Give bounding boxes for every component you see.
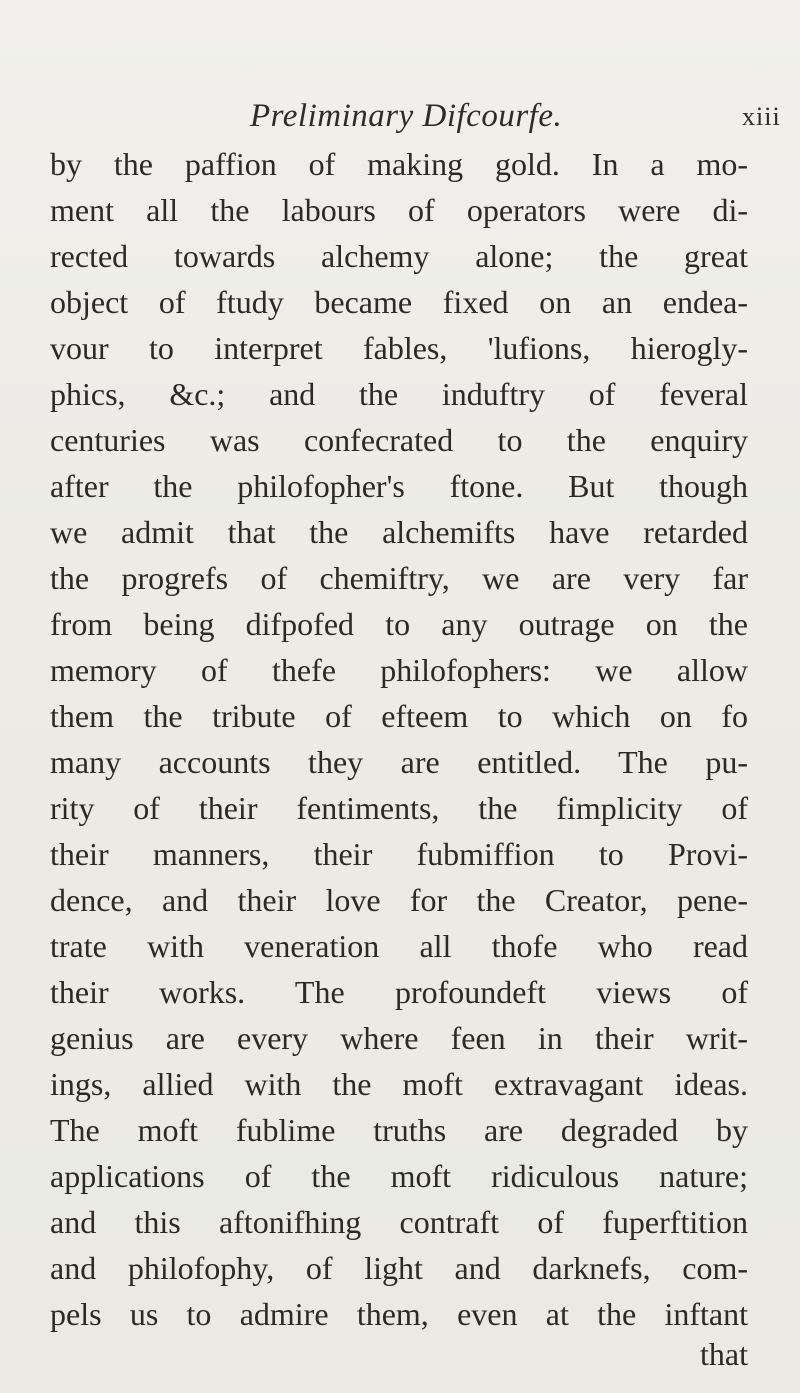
text-line: vour to interpret fables, 'lufions, hierogly- (50, 330, 748, 366)
text-line: ment all the labours of operators were di- (50, 192, 748, 228)
text-line: and philofophy, of light and darknefs, com- (50, 1250, 748, 1286)
text-line: The moft fublime truths are degraded by (50, 1112, 748, 1148)
page-number: xiii (742, 102, 781, 131)
text-line: object of ftudy became fixed on an endea- (50, 284, 748, 320)
text-line: centuries was confecrated to the enquiry (50, 422, 748, 458)
text-line: and this aftonifhing contraft of fuperftition (50, 1204, 748, 1240)
text-line: after the philofopher's ftone. But though (50, 468, 748, 504)
text-line: phics, &c.; and the induftry of feveral (50, 376, 748, 412)
text-line: many accounts they are entitled. The pu- (50, 744, 748, 780)
running-title: Preliminary Difcourfe. (250, 98, 563, 134)
text-line: the progrefs of chemiftry, we are very far (50, 560, 748, 596)
text-line: their manners, their fubmiffion to Provi- (50, 836, 748, 872)
text-line: them the tribute of efteem to which on fo (50, 698, 748, 734)
text-line: we admit that the alchemifts have retarded (50, 514, 748, 550)
text-line: genius are every where feen in their writ- (50, 1020, 748, 1056)
text-line: from being difpofed to any outrage on the (50, 606, 748, 642)
running-head (0, 98, 800, 138)
text-line: by the paffion of making gold. In a mo- (50, 146, 748, 182)
text-line: pels us to admire them, even at the inftant (50, 1296, 748, 1332)
text-line: memory of thefe philofophers: we allow (50, 652, 748, 688)
text-line: ings, allied with the moft extravagant ideas. (50, 1066, 748, 1102)
text-line: their works. The profoundeft views of (50, 974, 748, 1010)
text-line: rected towards alchemy alone; the great (50, 238, 748, 274)
text-line: applications of the moft ridiculous nature; (50, 1158, 748, 1194)
text-line: trate with veneration all thofe who read (50, 928, 748, 964)
catchword: that (700, 1336, 748, 1372)
text-line: rity of their fentiments, the fimplicity of (50, 790, 748, 826)
text-line: dence, and their love for the Creator, pene- (50, 882, 748, 918)
